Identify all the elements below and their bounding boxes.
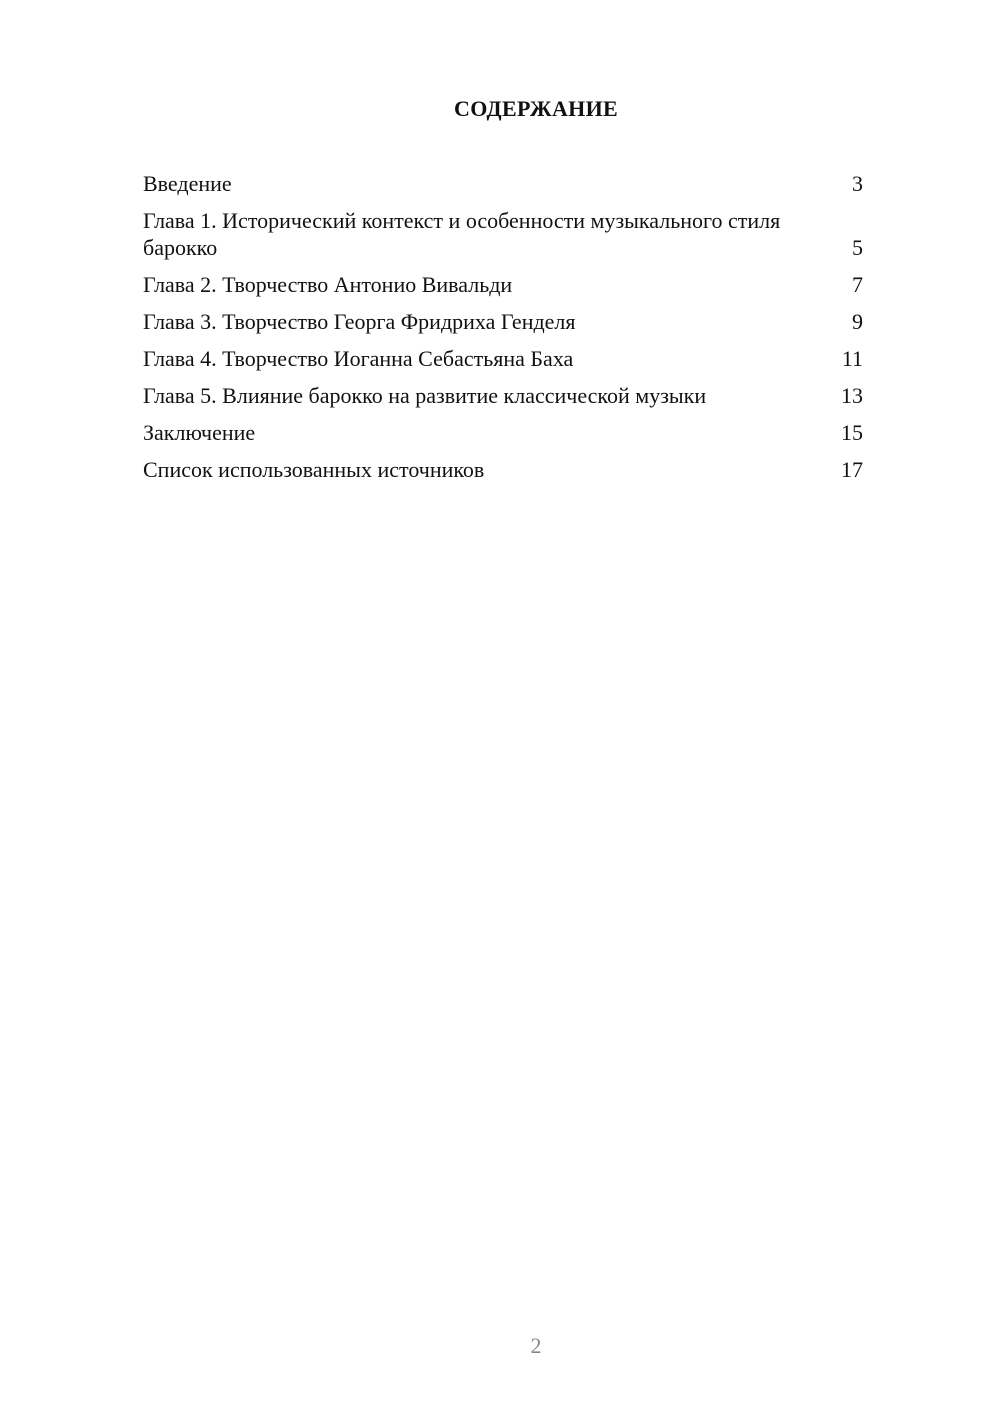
toc-entry bbox=[143, 456, 919, 483]
toc-entry-title: Введение bbox=[143, 171, 232, 196]
toc-entry-page: 15 bbox=[841, 420, 863, 445]
toc-entry-page: 13 bbox=[841, 383, 863, 408]
toc-entry-title: Список использованных источников bbox=[143, 457, 485, 482]
toc-entry-page: 9 bbox=[852, 309, 863, 334]
page-number: 2 bbox=[530, 1333, 542, 1358]
toc-entry-page: 3 bbox=[852, 171, 863, 196]
toc-entry-title: Глава 5. Влияние барокко на развитие классической музыки bbox=[143, 383, 707, 408]
toc-entry-page: 11 bbox=[841, 346, 863, 371]
toc-entry bbox=[143, 419, 919, 446]
toc-entry bbox=[143, 271, 919, 298]
toc-entry bbox=[143, 170, 919, 197]
toc-entry-title: Глава 2. Творчество Антонио Вивальди bbox=[143, 272, 513, 297]
toc-entry bbox=[143, 345, 919, 372]
toc-entry-page: 5 bbox=[852, 235, 863, 260]
toc-entry-page: 7 bbox=[852, 272, 863, 297]
table-of-contents bbox=[143, 170, 919, 493]
page-title: СОДЕРЖАНИЕ bbox=[454, 96, 618, 121]
toc-entry bbox=[143, 382, 919, 409]
toc-entry-title: Глава 3. Творчество Георга Фридриха Генделя bbox=[143, 309, 576, 334]
toc-entry-title: Глава 1. Исторический контекст и особенности музыкального стиля барокко bbox=[143, 208, 781, 260]
toc-entry-title: Заключение bbox=[143, 420, 256, 445]
toc-entry bbox=[143, 207, 919, 261]
toc-entry-page: 17 bbox=[841, 457, 863, 482]
toc-entry bbox=[143, 308, 919, 335]
toc-entry-title: Глава 4. Творчество Иоганна Себастьяна Баха bbox=[143, 346, 574, 371]
